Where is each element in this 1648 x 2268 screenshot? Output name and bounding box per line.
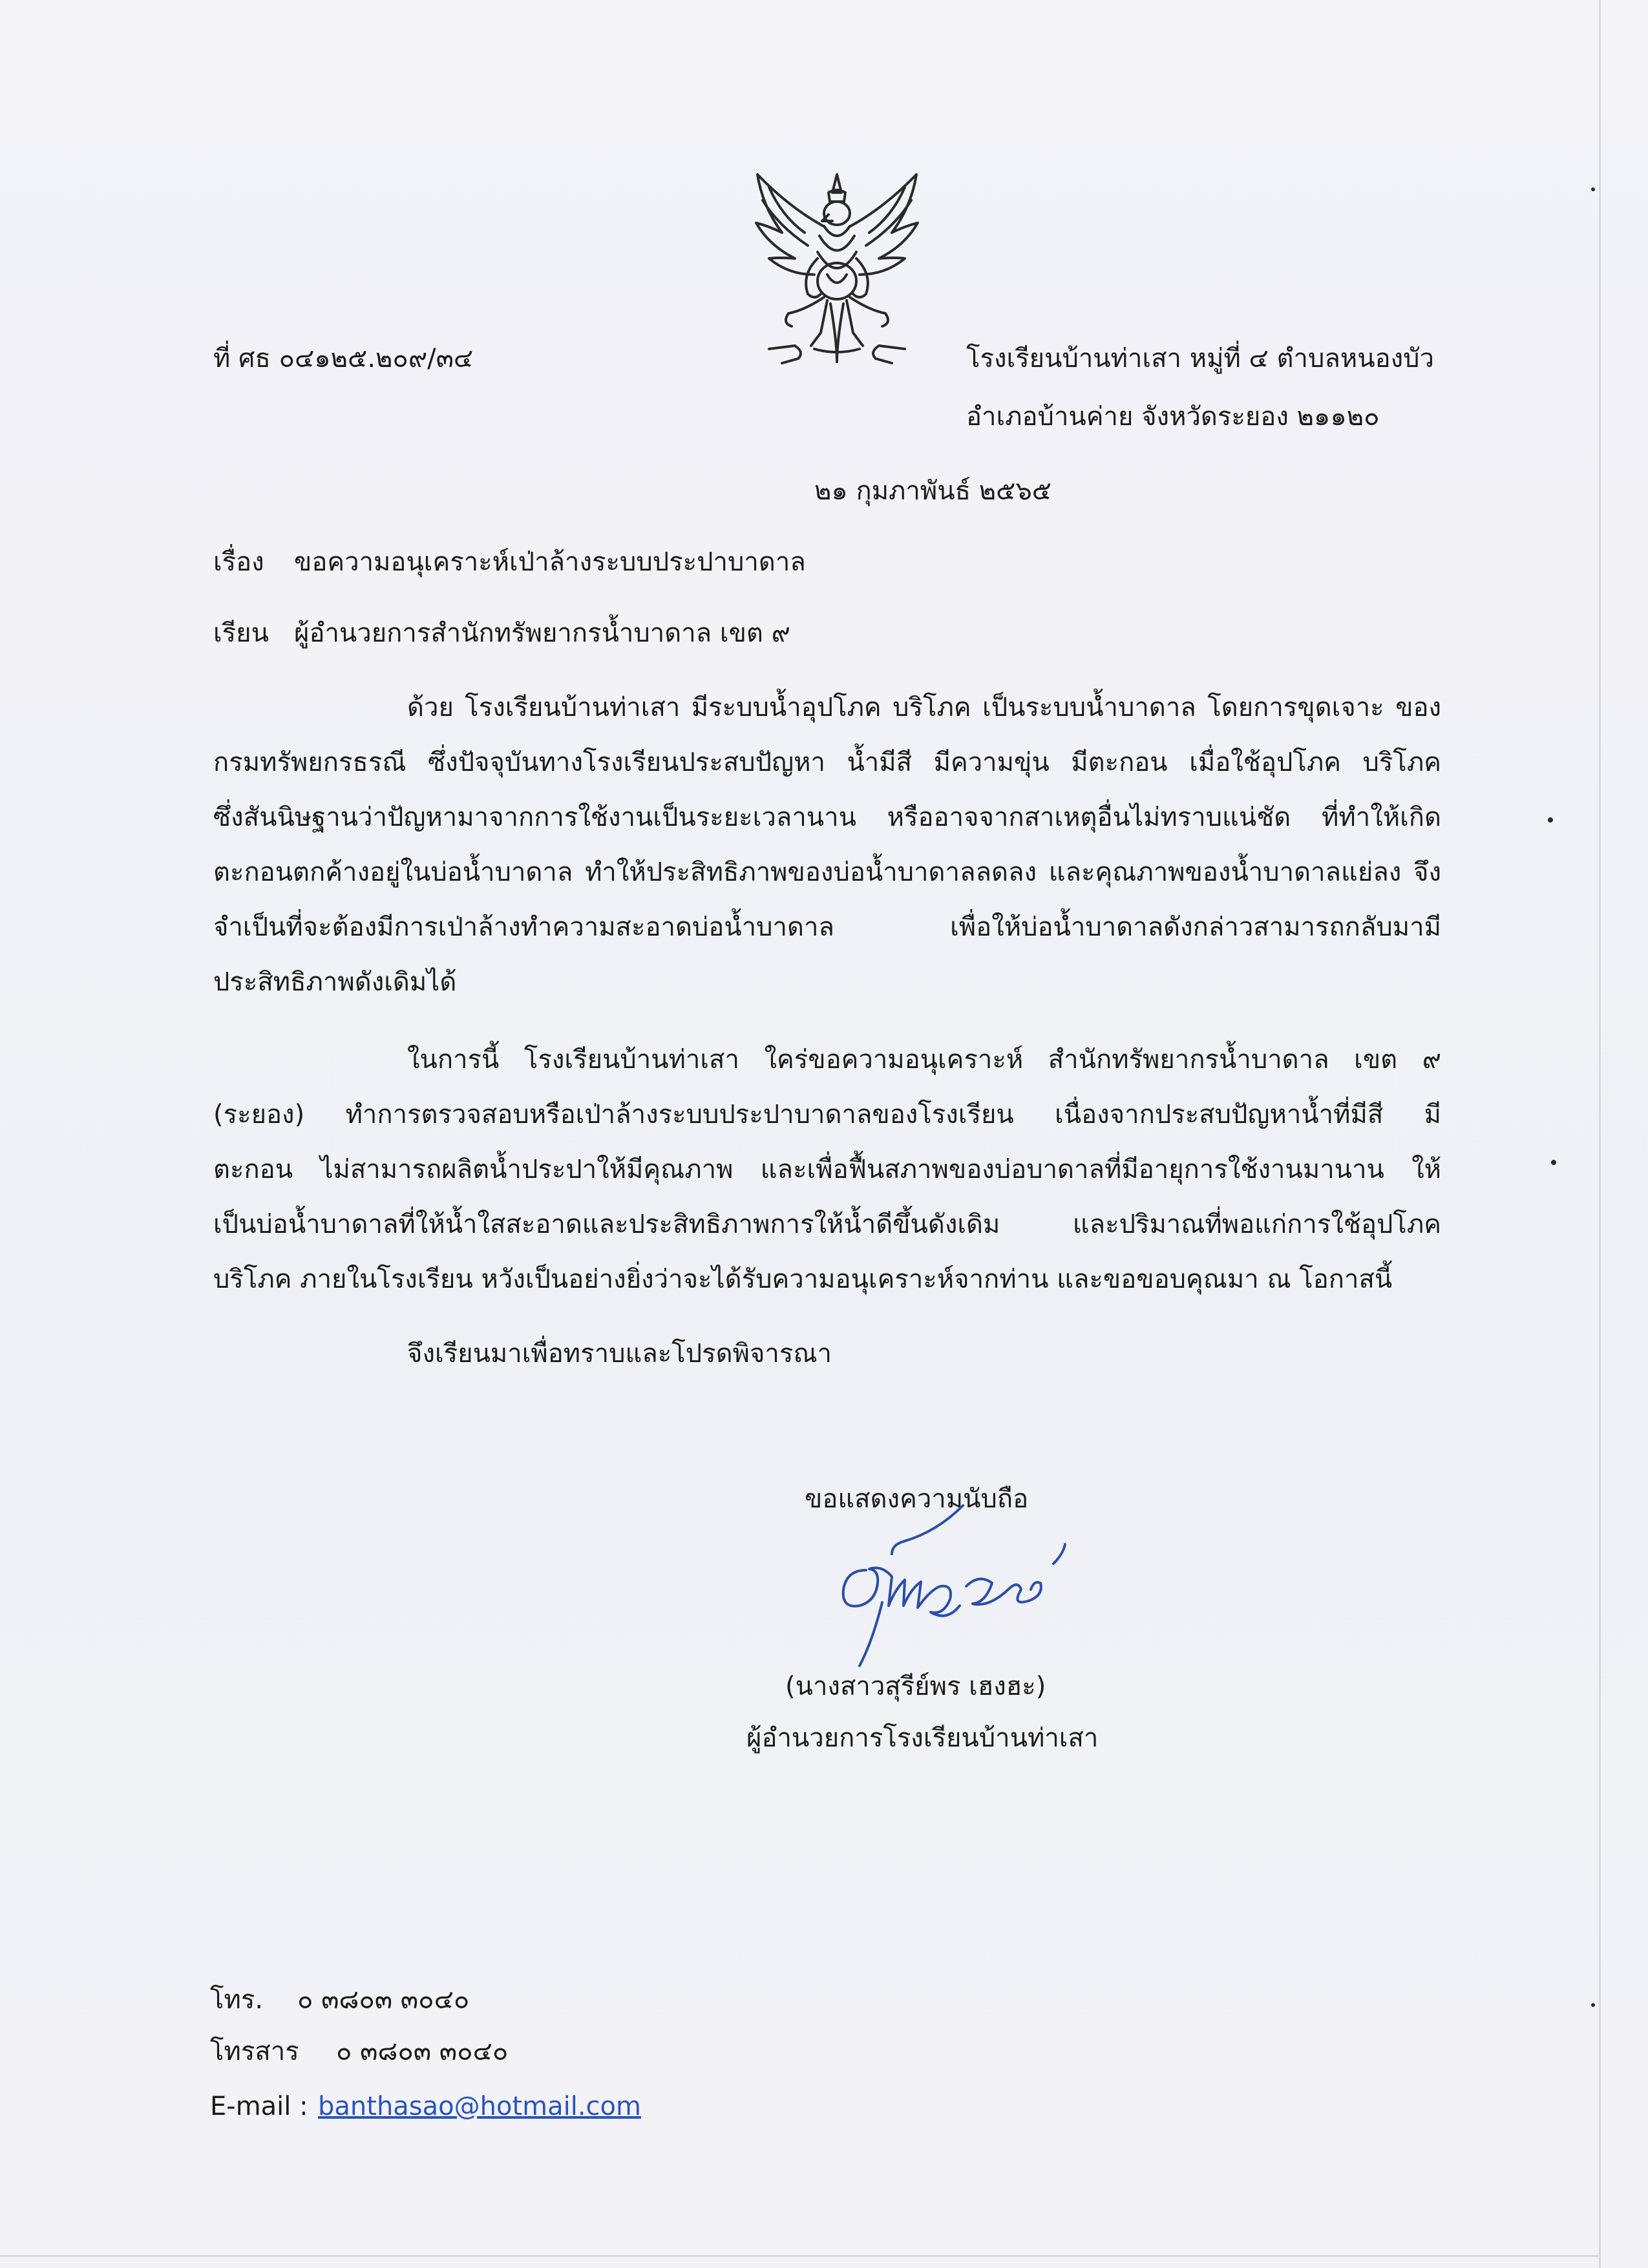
subject-label: เรื่อง <box>213 547 264 577</box>
handwritten-signature-icon <box>821 1493 1118 1680</box>
scan-speck <box>1548 817 1553 823</box>
paragraph-line: จำเป็นที่จะต้องมีการเป่าล้างทำความสะอาดบ่อน้ำบาดาล เพื่อให้บ่อน้ำบาดาลดังกล่าวสามารถกลับมามี <box>213 912 1441 942</box>
closing-request: จึงเรียนมาเพื่อทราบและโปรดพิจารณา <box>407 1339 832 1369</box>
letter-date: ๒๑ กุมภาพันธ์ ๒๕๖๕ <box>814 476 1052 506</box>
paragraph-line: (ระยอง) ทำการตรวจสอบหรือเป่าล้างระบบประปาบาดาลของโรงเรียน เนื่องจากประสบปัญหาน้ำที่มีสี มี <box>213 1100 1442 1129</box>
paragraph-line: ในการนี้ โรงเรียนบ้านท่าเสา ใคร่ขอความอนุเคราะห์ สำนักทรัพยากรน้ำบาดาล เขต ๙ <box>407 1045 1441 1075</box>
fax-label: โทรสาร <box>210 2037 299 2066</box>
signer-position: ผู้อำนวยการโรงเรียนบ้านท่าเสา <box>746 1723 1099 1753</box>
paragraph-line: ตะกอน ไม่สามารถผลิตน้ำประปาให้มีคุณภาพ และเพื่อฟื้นสภาพของบ่อบาดาลที่มีอายุการใช้งานมานาน ให้ <box>213 1155 1441 1184</box>
scan-edge-right <box>1599 0 1601 2268</box>
paragraph-line: เป็นบ่อน้ำบาดาลที่ให้น้ำใสสะอาดและประสิทธิภาพการให้น้ำดีขึ้นดังเดิม และปริมาณที่พอแก่การใช้อุปโภค <box>213 1210 1441 1239</box>
recipient-label: เรียน <box>213 618 269 648</box>
fax-number: ๐ ๓๘๐๓ ๓๐๔๐ <box>336 2037 509 2066</box>
closing-salutation: ขอแสดงความนับถือ <box>805 1484 1029 1514</box>
body-paragraph-1 <box>213 695 1441 1024</box>
paragraph-line: ตะกอนตกค้างอยู่ในบ่อน้ำบาดาล ทำให้ประสิทธิภาพของบ่อน้ำบาดาลลดลง และคุณภาพของน้ำบาดาลแย่ลง จึง <box>213 857 1441 887</box>
paragraph-line: บริโภค ภายในโรงเรียน หวังเป็นอย่างยิ่งว่าจะได้รับความอนุเคราะห์จากท่าน และขอขอบคุณมา ณ โอกาสนี้ <box>213 1265 1393 1294</box>
paragraph-line: กรมทรัพยกรธรณี ซึ่งปัจจุบันทางโรงเรียนประสบปัญหา น้ำมีสี มีความขุ่น มีตะกอน เมื่อใช้อุปโภค บริโภค <box>213 748 1441 777</box>
email-label: E-mail : <box>210 2092 308 2121</box>
signer-name: (นางสาวสุรีย์พร เฮงฮะ) <box>785 1672 1046 1701</box>
body-paragraph-2 <box>213 1047 1441 1321</box>
phone-label: โทร. <box>210 1985 264 2015</box>
scan-speck <box>1551 1160 1556 1165</box>
sender-address-line-2: อำเภอบ้านค่าย จังหวัดระยอง ๒๑๑๒๐ <box>966 402 1380 432</box>
sender-address-line-1: โรงเรียนบ้านท่าเสา หมู่ที่ ๔ ตำบลหนองบัว <box>966 344 1434 373</box>
paragraph-line: ด้วย โรงเรียนบ้านท่าเสา มีระบบน้ำอุปโภค บริโภค เป็นระบบน้ำบาดาล โดยการขุดเจาะ ของ <box>407 693 1441 722</box>
subject-text: ขอความอนุเคราะห์เป่าล้างระบบประปาบาดาล <box>294 547 806 577</box>
paragraph-line: ซึ่งสันนิษฐานว่าปัญหามาจากการใช้งานเป็นระยะเวลานาน หรืออาจจากสาเหตุอื่นไม่ทราบแน่ชัด ที่ทำให้เกิด <box>213 803 1441 832</box>
email-link[interactable]: banthasao@hotmail.com <box>318 2092 641 2121</box>
recipient-text: ผู้อำนวยการสำนักทรัพยากรน้ำบาดาล เขต ๙ <box>294 618 790 648</box>
scan-edge-bottom <box>0 2255 1599 2257</box>
scan-speck <box>1591 187 1595 191</box>
scan-speck <box>1591 2003 1595 2007</box>
reference-number: ที่ ศธ ๐๔๑๒๕.๒๐๙/๓๔ <box>213 344 474 373</box>
phone-number: ๐ ๓๘๐๓ ๓๐๔๐ <box>297 1985 470 2015</box>
garuda-emblem-icon <box>743 162 931 375</box>
paragraph-line: ประสิทธิภาพดังเดิมได้ <box>213 967 457 997</box>
